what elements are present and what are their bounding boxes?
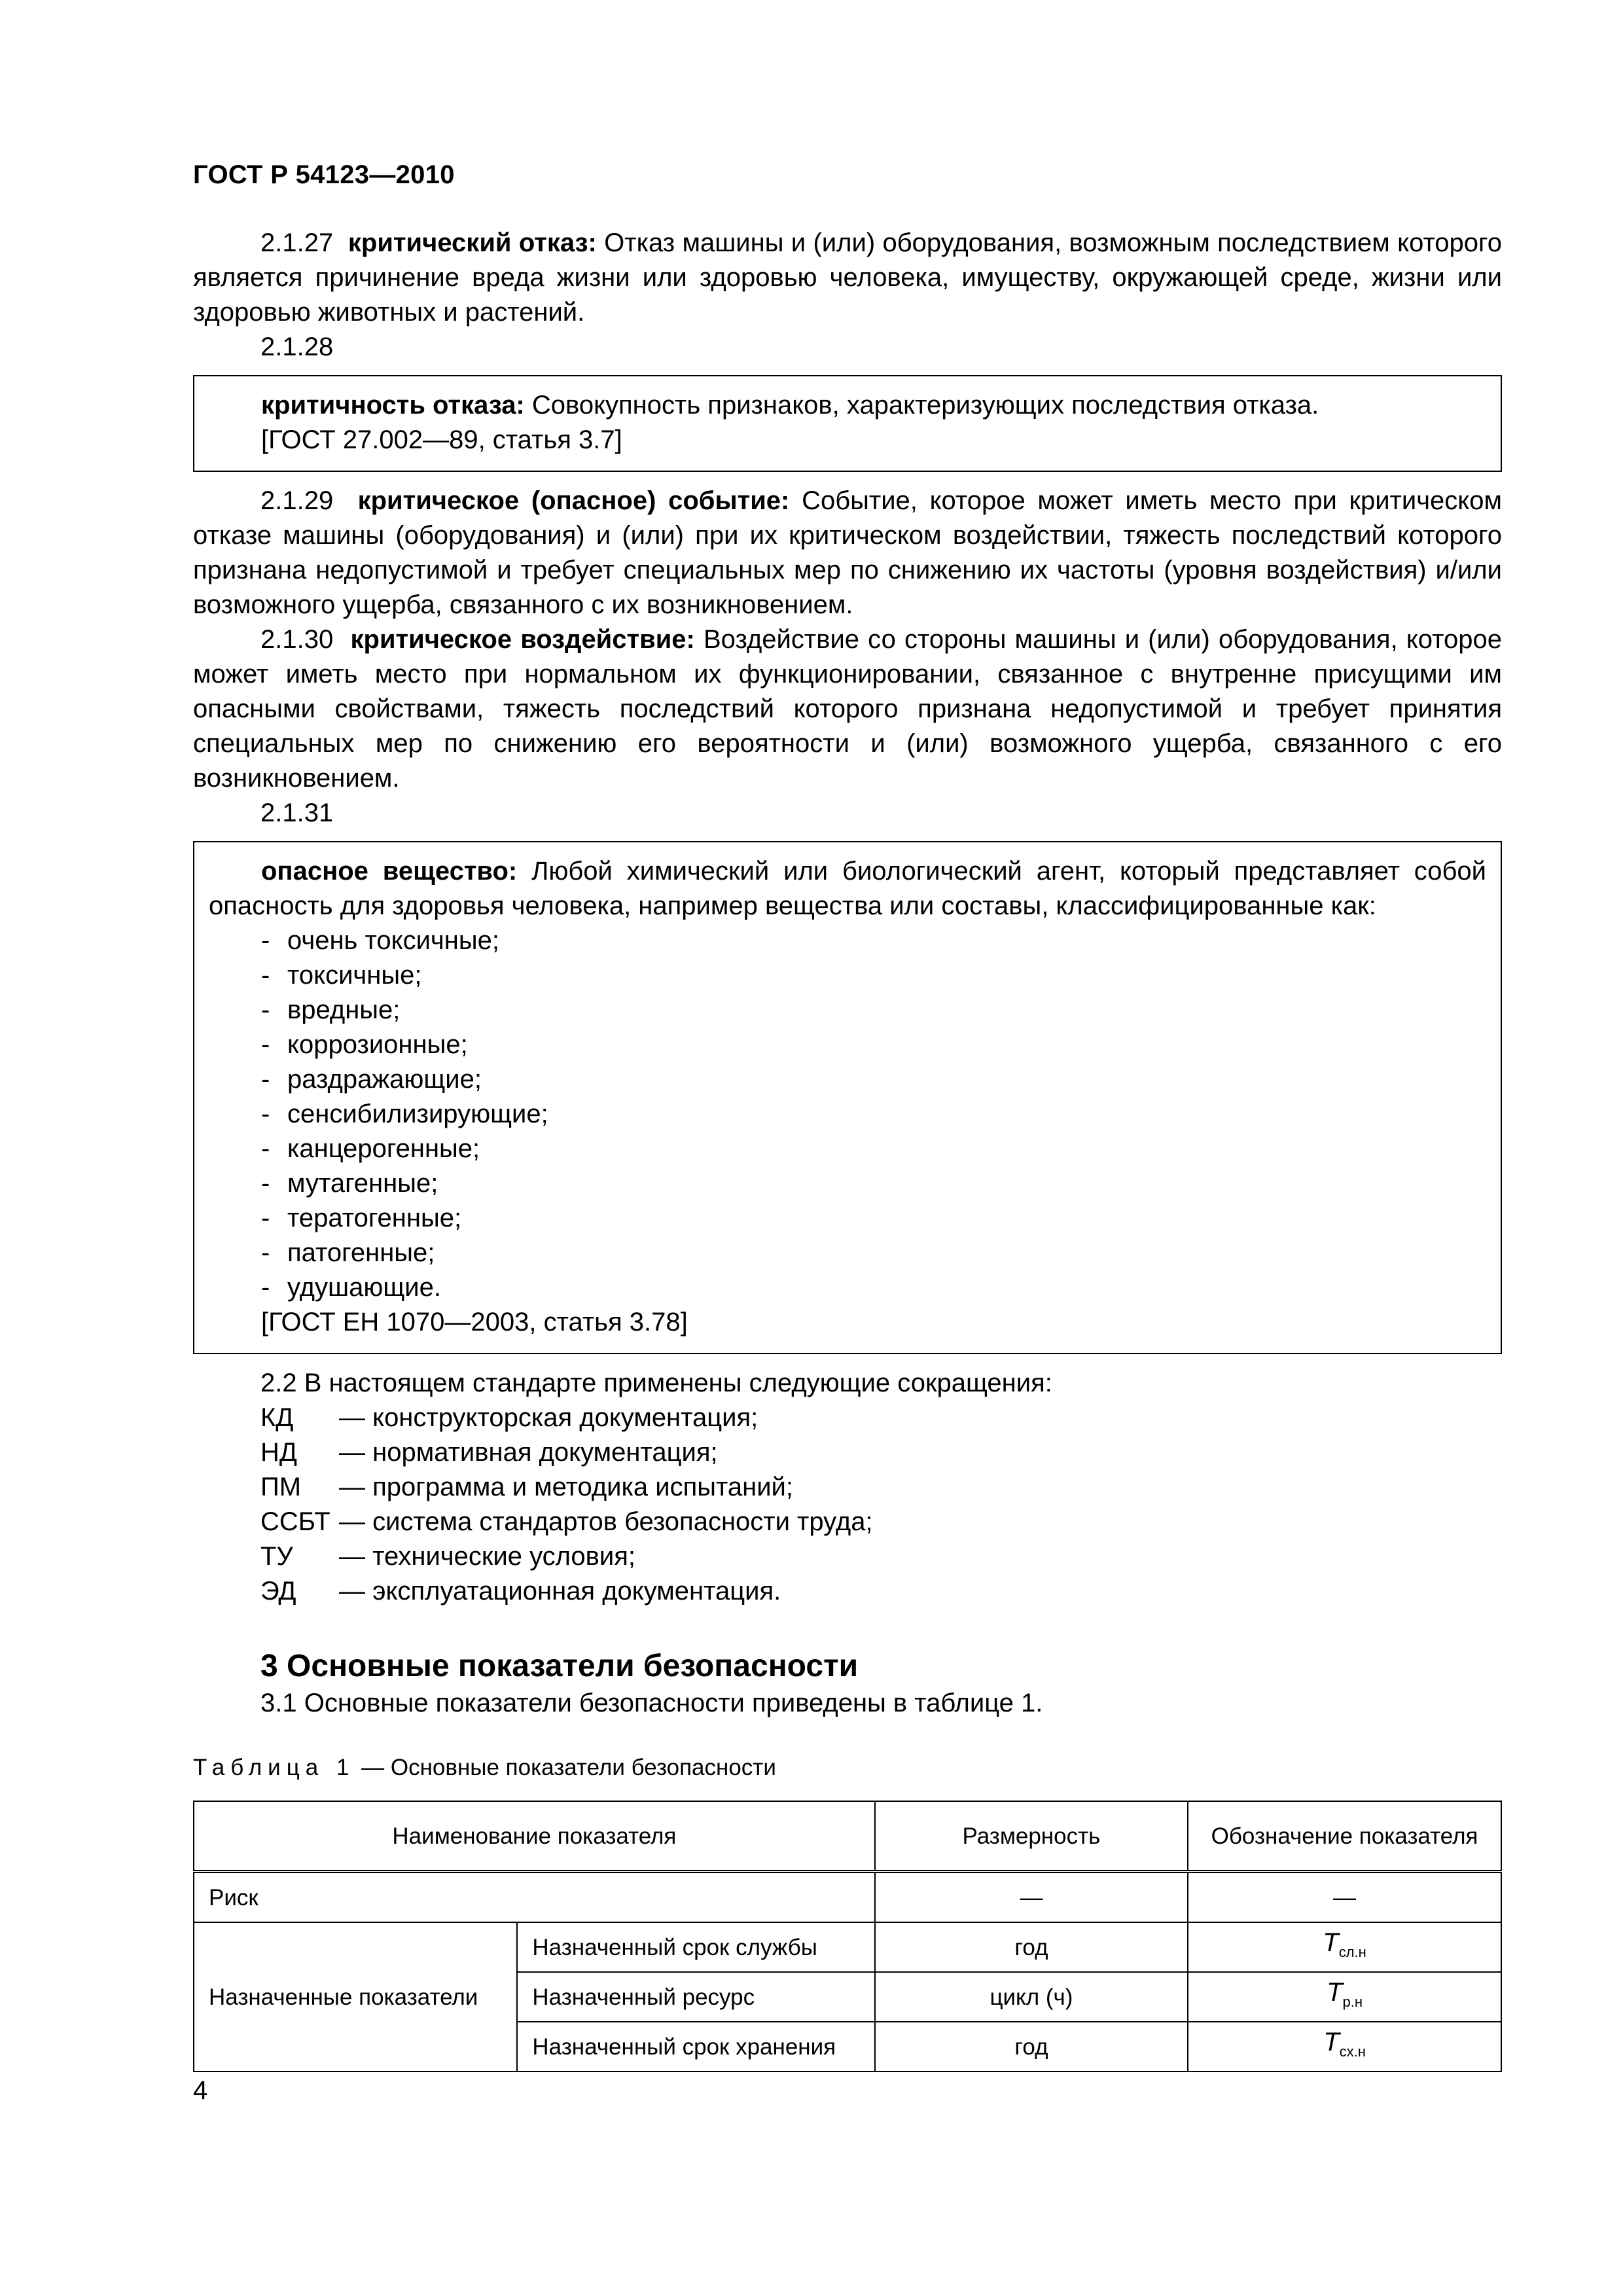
section-3-title: 3 Основные показатели безопасности xyxy=(260,1649,859,1683)
definition-2-1-30 xyxy=(193,622,1502,796)
table-row xyxy=(194,1872,1501,1923)
abbreviation-value: — технические условия; xyxy=(339,1542,636,1571)
abbreviation-value: — эксплуатационная документация. xyxy=(339,1577,781,1605)
table-cell: — xyxy=(1188,1872,1501,1923)
table-caption-text: — Основные показатели безопасности xyxy=(355,1755,776,1780)
abbreviation-key: ЭД xyxy=(260,1577,296,1605)
table-header-cell: Обозначение показателя xyxy=(1188,1801,1501,1872)
definition-text: Любой химический или биологический агент, который представляет собой опасность для здоровья человека, например вещества или составы, классифицированные как: xyxy=(209,857,1486,920)
clause-number: 2.1.28 xyxy=(260,332,334,361)
definition-2-1-28 xyxy=(209,388,1486,423)
definition-2-1-27 xyxy=(193,226,1502,330)
table-cell xyxy=(1188,1922,1501,1972)
definition-2-1-31 xyxy=(209,854,1486,924)
term: критический отказ: xyxy=(348,228,597,257)
list-item: - тератогенные; xyxy=(261,1204,462,1232)
reference-citation: [ГОСТ 27.002—89, статья 3.7] xyxy=(261,425,622,454)
abbreviation-row xyxy=(193,1505,1502,1539)
clause-2-1-31-number xyxy=(193,796,1502,831)
abbreviations-intro: 2.2 В настоящем стандарте применены следующие сокращения: xyxy=(260,1369,1052,1397)
quoted-definition-box-2-1-28 xyxy=(193,375,1502,472)
symbol: $T_{сх.н}$ xyxy=(1323,2027,1366,2060)
abbreviation-value: — нормативная документация; xyxy=(339,1438,718,1467)
abbreviation-row xyxy=(193,1401,1502,1435)
list-item: - вредные; xyxy=(261,996,401,1024)
section-3-intro: 3.1 Основные показатели безопасности приведены в таблице 1. xyxy=(260,1689,1043,1717)
definition-text: Отказ машины и (или) оборудования, возможным последствием которого является причинение вреда жизни или здоровью человека, имуществу, окружающей среде, жизни или здоровью животных и растений. xyxy=(193,228,1503,327)
page-number: 4 xyxy=(193,2076,208,2105)
table-cell: Назначенный срок службы xyxy=(517,1922,874,1972)
table-cell: Риск xyxy=(194,1872,875,1923)
hazard-class-list xyxy=(209,924,1486,1305)
abbreviation-key: КД xyxy=(260,1403,294,1432)
abbreviation-row xyxy=(193,1435,1502,1470)
clause-number: 2.1.29 xyxy=(260,486,334,515)
reference-citation: [ГОСТ ЕН 1070—2003, статья 3.78] xyxy=(261,1308,688,1336)
abbreviation-value: — конструкторская документация; xyxy=(339,1403,758,1432)
list-item: - раздражающие; xyxy=(261,1065,482,1094)
abbreviations-list xyxy=(193,1401,1502,1609)
clause-2-1-28-number xyxy=(193,330,1502,365)
symbol: $T_{р.н}$ xyxy=(1327,1977,1363,2010)
table-cell: год xyxy=(875,1922,1188,1972)
table-caption-label: Таблица 1 xyxy=(193,1755,355,1780)
table-cell xyxy=(1188,1972,1501,2022)
clause-number: 2.1.30 xyxy=(260,625,334,654)
abbreviation-row xyxy=(193,1574,1502,1609)
list-item: - очень токсичные; xyxy=(261,926,499,955)
clause-number: 2.1.31 xyxy=(260,798,334,827)
table-cell: Назначенный срок хранения xyxy=(517,2022,874,2072)
quoted-definition-box-2-1-31 xyxy=(193,841,1502,1354)
list-item: - патогенные; xyxy=(261,1238,435,1267)
list-item: - сенсибилизирующие; xyxy=(261,1100,548,1128)
abbreviation-key: ССБТ xyxy=(260,1507,330,1536)
clause-number: 2.1.27 xyxy=(260,228,334,257)
document-body xyxy=(193,226,1502,2072)
document-page xyxy=(193,0,1502,2296)
table-cell: цикл (ч) xyxy=(875,1972,1188,2022)
list-item: - токсичные; xyxy=(261,961,422,990)
list-item: - канцерогенные; xyxy=(261,1134,480,1163)
symbol: $T_{сл.н}$ xyxy=(1323,1928,1366,1960)
abbreviation-key: ПМ xyxy=(260,1473,302,1501)
list-item: - мутагенные; xyxy=(261,1169,438,1198)
list-item: - коррозионные; xyxy=(261,1030,468,1059)
document-code-header: ГОСТ Р 54123—2010 xyxy=(193,160,455,189)
term: опасное вещество: xyxy=(261,857,518,886)
abbreviation-row xyxy=(193,1470,1502,1505)
definition-text: Воздействие со стороны машины и (или) оборудования, которое может иметь место при нормальном их функционировании, связанное с внутренне присущими им опасными свойствами, тяжесть последствий которого признана недопустимой и требует принятия специальных мер по снижению его вероятности и (или) возможного ущерба, связанного с его возникновением. xyxy=(193,625,1502,793)
abbreviation-key: НД xyxy=(260,1438,297,1467)
table-cell: Назначенный ресурс xyxy=(517,1972,874,2022)
table-group-cell: Назначенные показатели xyxy=(194,1922,517,2072)
table-header-cell: Размерность xyxy=(875,1801,1188,1872)
abbreviation-key: ТУ xyxy=(260,1542,293,1571)
abbreviation-value: — система стандартов безопасности труда; xyxy=(339,1507,873,1536)
list-item: - удушающие. xyxy=(261,1273,441,1302)
definition-text: Совокупность признаков, характеризующих последствия отказа. xyxy=(531,391,1319,420)
table-header-cell: Наименование показателя xyxy=(194,1801,875,1872)
table-cell: год xyxy=(875,2022,1188,2072)
term: критическое воздействие: xyxy=(350,625,695,654)
term: критичность отказа: xyxy=(261,391,525,420)
table-1-caption xyxy=(193,1753,1502,1782)
table-row xyxy=(194,1922,1501,1972)
table-1 xyxy=(193,1801,1502,2072)
table-header-row xyxy=(194,1801,1501,1872)
term: критическое (опасное) событие: xyxy=(357,486,790,515)
definition-text: Событие, которое может иметь место при критическом отказе машины (оборудования) и (или) при их критическом воздействии, тяжесть последствий которого признана недопустимой и требует специальных мер по снижению их частоты (уровня воздействия) и/или возможного ущерба, связанного с их возникновением. xyxy=(193,486,1503,619)
definition-2-1-29 xyxy=(193,484,1502,622)
abbreviation-value: — программа и методика испытаний; xyxy=(339,1473,794,1501)
table-cell xyxy=(1188,2022,1501,2072)
table-cell: — xyxy=(875,1872,1188,1923)
abbreviation-row xyxy=(193,1539,1502,1574)
